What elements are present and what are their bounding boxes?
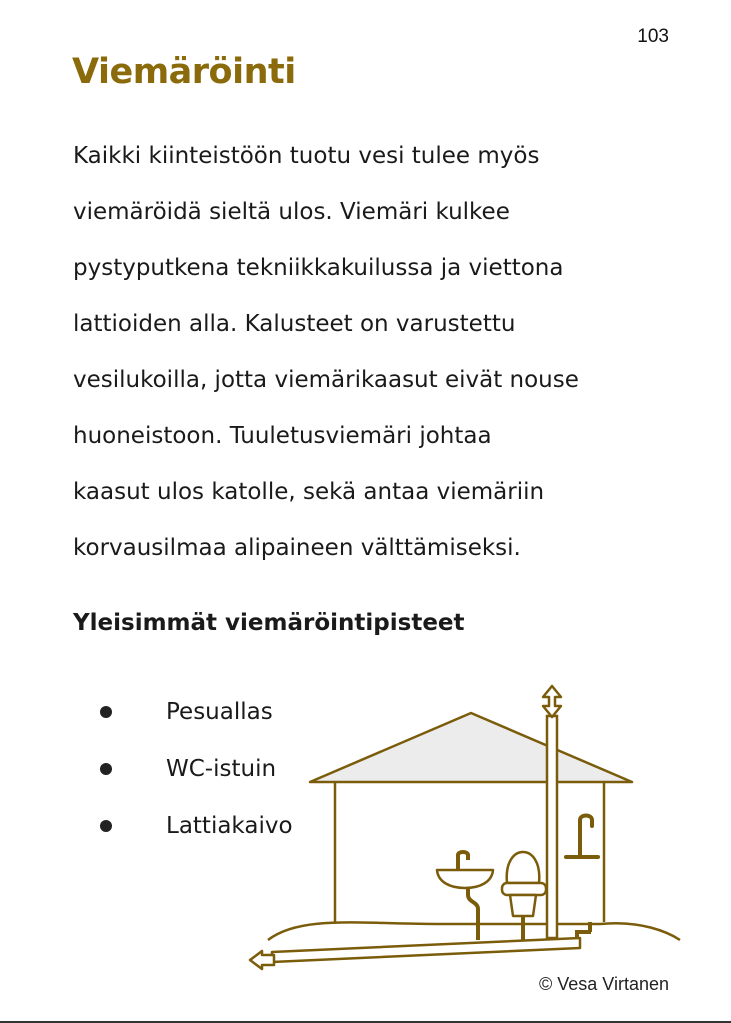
bullet-icon — [100, 820, 112, 832]
body-line: kaasut ulos katolle, sekä antaa viemäriin — [73, 479, 545, 505]
body-line: korvausilmaa alipaineen välttämiseksi. — [73, 535, 521, 561]
shower-faucet-icon — [566, 816, 598, 858]
bullet-icon — [100, 706, 112, 718]
plumbing-illustration — [240, 680, 700, 975]
vent-stack — [547, 716, 557, 938]
list-item-label: WC-istuin — [166, 755, 277, 782]
body-line: vesilukoilla, jotta viemärikaasut eivät nouse — [73, 367, 579, 393]
toilet-icon — [502, 852, 546, 940]
vent-pipe — [547, 716, 557, 938]
ground-line — [268, 922, 680, 940]
roof — [310, 713, 632, 782]
bullet-icon — [100, 763, 112, 775]
page-number: 103 — [637, 26, 669, 47]
list-item-label: Pesuallas — [166, 698, 273, 725]
body-line: viemäröidä sieltä ulos. Viemäri kulkee — [73, 199, 510, 225]
list-item-label: Lattiakaivo — [166, 812, 293, 839]
body-line: huoneistoon. Tuuletusviemäri johtaa — [73, 423, 492, 449]
subheading: Yleisimmät viemäröintipisteet — [73, 610, 465, 636]
faucet-icon — [458, 852, 468, 870]
body-line: pystyputkena tekniikkakuilussa ja viettona — [73, 255, 564, 281]
sink-icon — [437, 852, 493, 940]
drain-arrow-icon — [250, 951, 274, 969]
sink-trap — [468, 888, 478, 940]
copyright: © Vesa Virtanen — [538, 974, 669, 994]
house-icon — [268, 713, 680, 940]
body-text — [73, 128, 693, 576]
drain-pipe — [272, 938, 580, 962]
page-title: Viemäröinti — [72, 52, 296, 92]
vent-arrow-icon — [543, 686, 561, 717]
body-line: lattioiden alla. Kalusteet on varustettu — [73, 311, 516, 337]
body-line: Kaikki kiinteistöön tuotu vesi tulee myös — [73, 143, 540, 169]
